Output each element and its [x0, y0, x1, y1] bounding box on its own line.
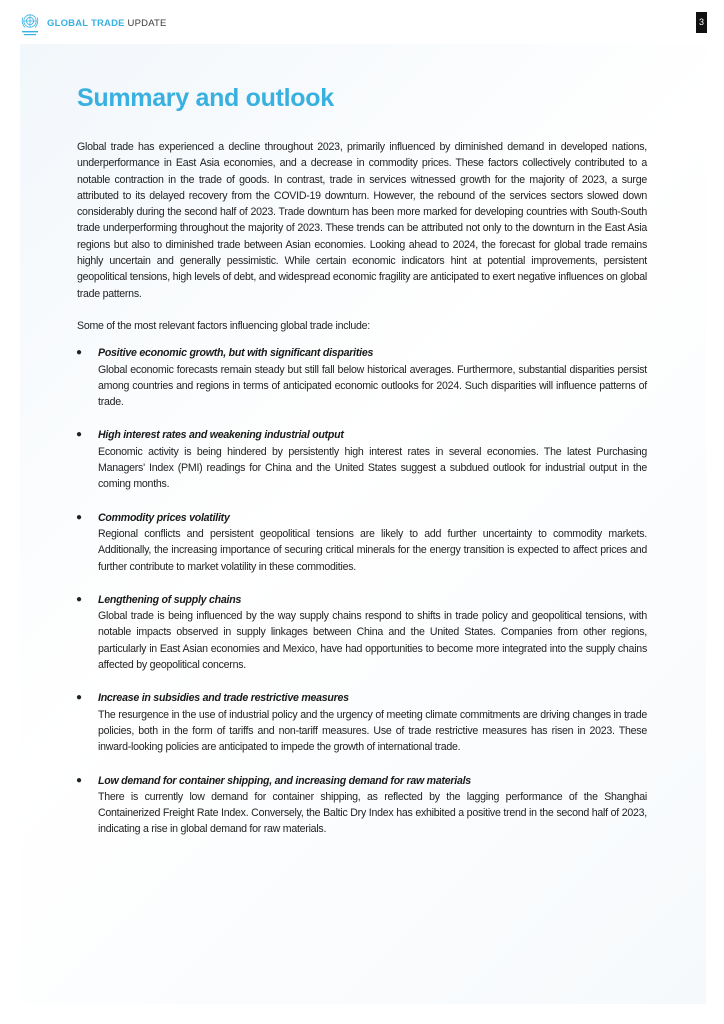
factor-title: Low demand for container shipping, and increasing demand for raw materials: [98, 774, 471, 787]
main-content: [77, 82, 647, 855]
un-emblem-logo: [20, 12, 40, 38]
page-number: 3: [696, 12, 707, 33]
factor-title: Commodity prices volatility: [98, 511, 230, 524]
bullet-icon: ●: [76, 347, 83, 359]
list-item: [77, 345, 647, 410]
summary-paragraph: Global trade has experienced a decline throughout 2023, primarily influenced by diminished demand in developed nations, underperformance in East Asia economies, and a decrease in commodity prices. These factors collectively contributed to a notable contraction in the trade of goods. In contrast, trade in services witnessed growth for the majority of 2023, a surge attributed to its delayed recovery from the COVID-19 downturn. However, the rebound of the services sectors slowed down considerably during the second half of 2023. Trade downturn has been more marked for developing countries with South-South trade underperforming throughout the majority of 2023. These trends can be attributed not only to the downturn in the East Asia regions but also to diminished trade between Asian economies. Looking ahead to 2024, the forecast for global trade remains highly uncertain and generally pessimistic. While certain economic indicators hint at potential improvements, persistent geopolitical tensions, high levels of debt, and widespread economic fragility are anticipated to exert negative influences on global trade patterns.: [77, 141, 647, 300]
publication-title: [47, 18, 167, 30]
factor-text: Economic activity is being hindered by persistently high interest rates in several economies. The latest Purchasing Managers' Index (PMI) readings for China and the United States suggest a subdued outlook for industrial output in the coming months.: [98, 445, 647, 491]
factor-title: Positive economic growth, but with significant disparities: [98, 347, 374, 360]
bullet-icon: ●: [76, 774, 83, 786]
factor-text: Regional conflicts and persistent geopolitical tensions are likely to add further uncertainty to commodity markets. Additionally, the increasing importance of securing critical minerals for the energy transition is expected to affect prices and further contribute to market volatility in these commodities.: [98, 527, 647, 573]
factor-text: Global economic forecasts remain steady but still fall below historical averages. Furthermore, substantial disparities persist among countries and regions in terms of anticipated economic outlooks for 2024. Such disparities will influence patterns of trade.: [98, 363, 647, 409]
page-header: [0, 0, 724, 44]
factors-intro: Some of the most relevant factors influencing global trade include:: [77, 319, 370, 332]
page-heading: Summary and outlook: [77, 84, 334, 112]
publication-title-bold: GLOBAL TRADE: [47, 18, 125, 29]
list-item: [77, 510, 647, 575]
factors-list: [77, 345, 647, 837]
list-item: [77, 773, 647, 838]
bullet-icon: ●: [76, 511, 83, 523]
factor-text: Global trade is being influenced by the way supply chains respond to shifts in trade policy and geopolitical tensions, with notable impacts observed in supply linkages between China and the United States. Companies from other regions, particularly in East Asian economies and Mexico, have had opportunities to become more integrated into the supply chains affected by geopolitical concerns.: [98, 610, 647, 672]
list-item: [77, 592, 647, 673]
list-item: [77, 690, 647, 755]
publication-title-light: UPDATE: [124, 18, 167, 29]
factor-text: There is currently low demand for container shipping, as reflected by the lagging performance of the Shanghai Containerized Freight Rate Index. Conversely, the Baltic Dry Index has exhibited a positive trend in the second half of 2023, indicating a rise in global demand for raw materials.: [98, 790, 647, 836]
factor-title: Lengthening of supply chains: [98, 593, 242, 606]
bullet-icon: ●: [76, 692, 83, 704]
list-item: [77, 427, 647, 492]
factor-text: The resurgence in the use of industrial policy and the urgency of meeting climate commitments are driving changes in trade policies, both in the form of tariffs and non-tariff measures. Use of trade restrictive measures has risen in 2023. These inward-looking policies are anticipated to impede the growth of international trade.: [98, 708, 647, 754]
factor-title: Increase in subsidies and trade restrictive measures: [98, 692, 349, 705]
bullet-icon: ●: [76, 593, 83, 605]
bullet-icon: ●: [76, 429, 83, 441]
factor-title: High interest rates and weakening industrial output: [98, 429, 344, 442]
